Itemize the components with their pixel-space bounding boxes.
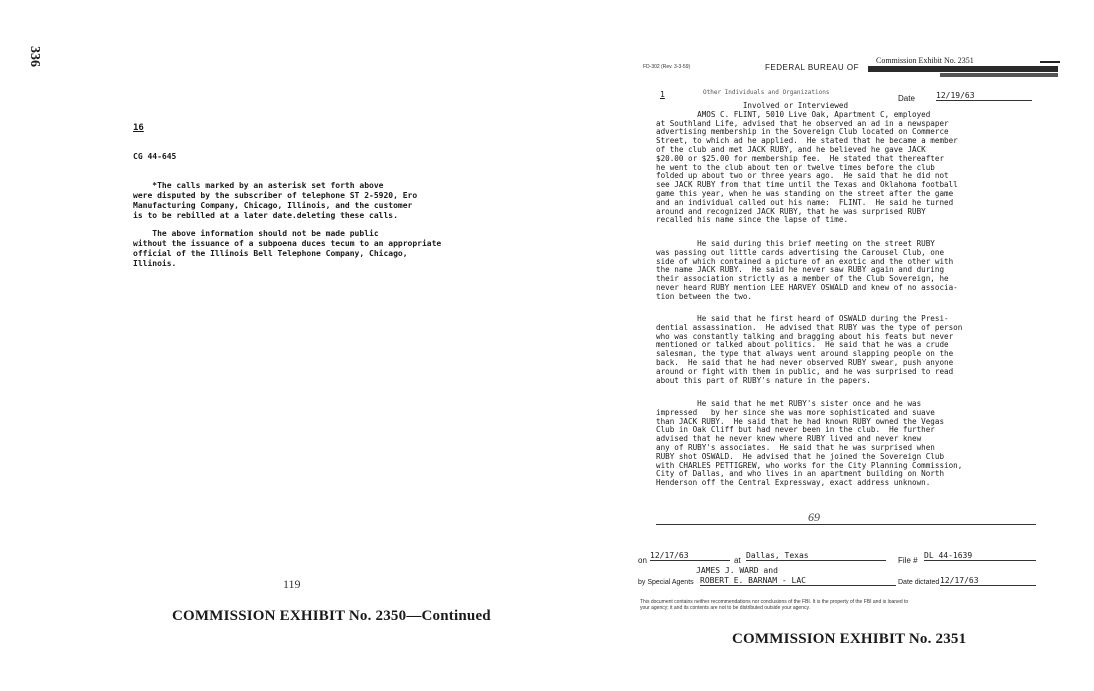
report-paragraph-1: Involved or Interviewed AMOS C. FLINT, 5010 Live Oak, Apartment C, employed at Southland Life, advised that he observed an ad in a newspaper advertising membership in the Sovereign Club located on Commerce Street, to which ad he applied. He stated that he became a member of the club and met JACK RUBY, and he believed he gave JACK $20.00 or $25.00 for membership fee. He stated that thereafter he went to the club about ten or twelve times before the club folded up about two or three years ago. He said that he did not see JACK RUBY from that time until the Texas and Oklahoma football game this year, when he was standing on the street after the game and an individual called out his name: FLINT. He said he turned around and recognized JACK RUBY, that he was surprised RUBY recalled his name since the lapse of time.: [656, 101, 958, 225]
left-page-number: 16: [133, 123, 144, 133]
left-exhibit-caption: COMMISSION EXHIBIT No. 2350—Continued: [172, 608, 491, 624]
header-rule-short: [1040, 61, 1060, 63]
file-number-value: DL 44-1639: [924, 551, 1036, 561]
on-label: on: [638, 556, 647, 565]
page-number: 336: [27, 46, 42, 67]
special-agents-label: by Special Agents: [638, 579, 694, 586]
agent-name-2: ROBERT E. BARNAM - LAC: [700, 576, 896, 586]
file-label: File #: [898, 556, 918, 565]
location-value: Dallas, Texas: [746, 551, 886, 561]
report-paragraph-3: He said that he first heard of OSWALD during the Presi- dential assassination. He advised that RUBY was the type of person who was constantly talking and bragging about his feats but never mentioned or talked about politics. He said that he was a crude salesman, the type that always went around slapping people on the back. He said that he had never observed RUBY swear, push anyone around or fight with them in public, and he was surprised to read about this part of RUBY's nature in the papers.: [656, 314, 963, 385]
date-label: Date: [898, 94, 915, 103]
date-value: 12/19/63: [936, 91, 1032, 101]
document-number: 1: [660, 90, 665, 99]
agent-name-1: JAMES J. WARD and: [696, 566, 778, 575]
exhibit-top-label: Commission Exhibit No. 2351: [876, 56, 974, 65]
handwritten-mark: 69: [808, 510, 820, 524]
date-dictated-value: 12/17/63: [940, 576, 1036, 586]
at-label: at: [734, 556, 741, 565]
right-exhibit-caption: COMMISSION EXHIBIT No. 2351: [732, 631, 967, 647]
fbi-header: FEDERAL BUREAU OF: [765, 63, 859, 72]
header-rule: [868, 66, 1058, 72]
form-code: FD-302 (Rev. 3-3-59): [643, 64, 691, 70]
left-paragraph-2: The above information should not be made public without the issuance of a subpoena duces tecum to an appropriate official of the Illinois Bell Telephone Company, Chicago, Illinois.: [133, 229, 442, 268]
report-paragraph-4: He said that he met RUBY's sister once and he was impressed by her since she was more sophisticated and suave than JACK RUBY. He said that he had known RUBY owned the Vegas Club in Oak Cliff but had never been in the club. He further advised that he never knew where RUBY lived and never knew any of RUBY's associates. He said that he was surprised when RUBY shot OSWALD. He advised that he joined the Sovereign Club with CHARLES PETTIGREW, who works for the City Planning Commission, City of Dallas, and who lives in an apartment building on North Henderson off the Central Expressway, exact address unknown.: [656, 399, 963, 488]
left-paragraph-1: *The calls marked by an asterisk set forth above were disputed by the subscriber of telephone ST 2-5920, Ero Manufacturing Company, Chicago, Illinois, and the customer is to be rebilled at a later date.deleting these calls.: [133, 181, 418, 220]
signature-rule: [656, 524, 1036, 525]
left-file-number: CG 44-645: [133, 152, 177, 161]
fbi-disclaimer: This document contains neither recommendations nor conclusions of the FBI. It is the property of the FBI and is loaned to your agency; it and its contents are not to be distributed outside your agency.: [640, 599, 909, 611]
subject-line: Other Individuals and Organizations: [703, 89, 830, 96]
date-dictated-label: Date dictated: [898, 579, 940, 586]
header-rule-lower: [940, 73, 1058, 77]
report-paragraph-2: He said during this brief meeting on the street RUBY was passing out little cards advertising the Carousel Club, one side of which contained a picture of an exotic and the other with the name JACK RUBY. He said he never saw RUBY again and during their association strictly as a member of the Club Sovereign, he never heard RUBY mention LEE HARVEY OSWALD and knew of no associa- tion between the two.: [656, 239, 958, 301]
left-page-mark: 119: [283, 577, 301, 591]
interview-date-value: 12/17/63: [650, 551, 730, 561]
